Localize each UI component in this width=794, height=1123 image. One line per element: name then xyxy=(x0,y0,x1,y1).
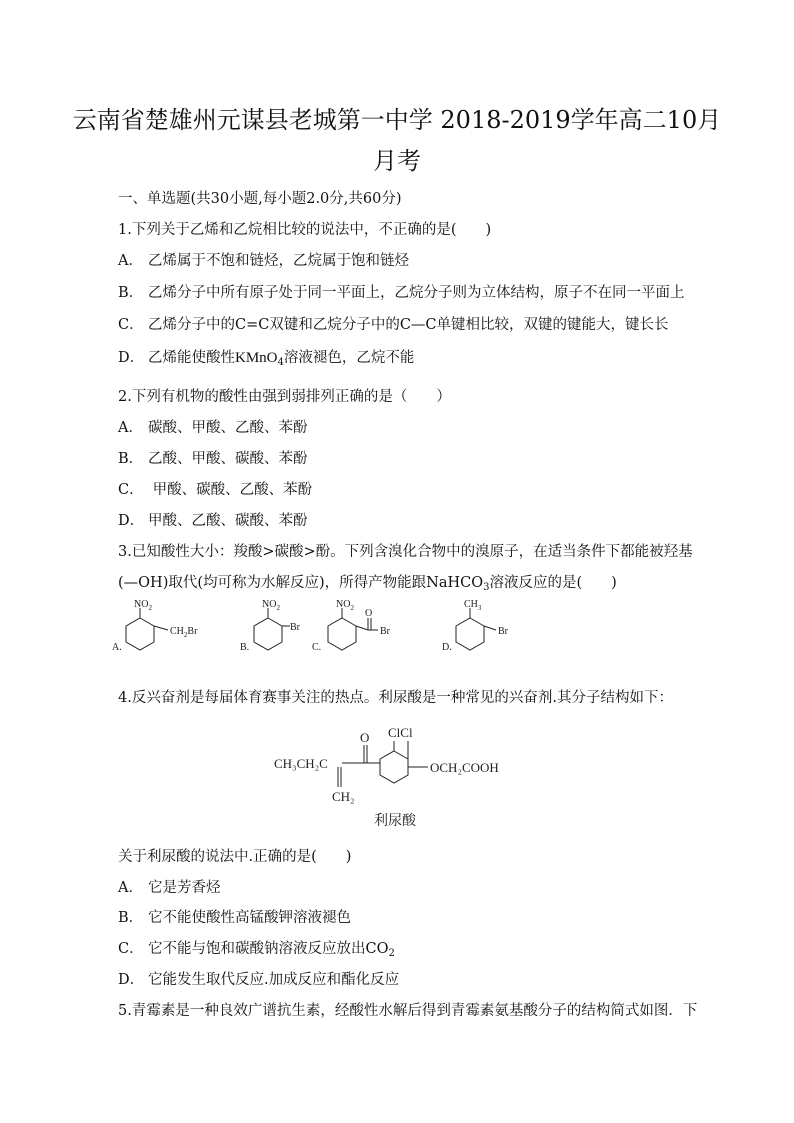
dichloro-label: ClCl xyxy=(388,725,413,740)
benzene-ring-c xyxy=(328,618,356,650)
q2-option-d xyxy=(118,509,308,530)
benzene-ring-b xyxy=(254,618,282,650)
formula-kmno4: KMnO xyxy=(235,350,278,366)
label-b: B. xyxy=(240,642,250,653)
subscript: 3 xyxy=(483,582,490,593)
label-br-c: Br xyxy=(380,626,390,637)
q4-option-c xyxy=(118,937,395,959)
label-br-b: Br xyxy=(290,622,300,633)
option-text: 碳酸、甲酸、乙酸、苯酚 xyxy=(148,420,308,436)
label-no2-b: $NO_2$ xyxy=(262,599,280,612)
q1-option-d xyxy=(118,346,414,368)
q5-stem: 5.青霉素是一种良效广谱抗生素，经酸性水解后得到青霉素氨基酸分子的结构简式如图．下 xyxy=(118,1003,698,1019)
option-text: 溶液褪色，乙烷不能 xyxy=(283,350,415,366)
option-text: 乙酸、甲酸、碳酸、苯酚 xyxy=(148,451,308,467)
option-text: 甲酸、乙酸、碳酸、苯酚 xyxy=(148,513,308,529)
option-text: 它不能与饱和碳酸钠溶液反应放出CO xyxy=(148,941,389,957)
label-no2-c: $NO_2$ xyxy=(336,599,354,612)
page-title-line1: 云南省楚雄州元谋县老城第一中学 2018-2019学年高二10月 xyxy=(72,106,722,134)
option-text: 乙烯属于不饱和链烃，乙烷属于饱和链烃 xyxy=(148,253,409,269)
option-label: D． xyxy=(118,350,145,366)
label-a: A. xyxy=(112,642,122,653)
option-text: 乙烯能使酸性 xyxy=(148,350,235,366)
q4-stem: 4.反兴奋剂是每届体育赛事关注的热点。利尿酸是一种常见的兴奋剂.其分子结构如下： xyxy=(118,690,673,706)
q2-stem: 2.下列有机物的酸性由强到弱排列正确的是（ ） xyxy=(118,389,451,405)
q3-structures-figure xyxy=(110,598,530,668)
cyclohexane-ring-d xyxy=(456,618,484,650)
q2-option-a xyxy=(118,416,308,437)
option-label: D． xyxy=(118,972,145,988)
benzene-ring xyxy=(380,751,408,783)
q2-option-c xyxy=(118,478,312,499)
left-chain-label: CH₃CH₂C xyxy=(274,756,328,771)
methylene-label: CH₂ xyxy=(332,789,355,804)
label-br-d: Br xyxy=(498,626,508,637)
option-label: B． xyxy=(118,451,144,467)
label-c: C. xyxy=(312,642,322,653)
benzene-ring-a xyxy=(126,618,154,650)
q4-option-d xyxy=(118,968,399,989)
q1-option-c xyxy=(118,313,669,334)
q4-ethacrynic-acid-structure xyxy=(270,715,530,830)
subscript: 4 xyxy=(277,357,284,368)
option-text: 甲酸、碳酸、乙酸、苯酚 xyxy=(148,482,313,498)
option-label: A． xyxy=(118,420,143,436)
label-ch2br: $CH_2Br$ xyxy=(170,626,198,639)
option-text: 它是芳香烃 xyxy=(148,880,221,896)
subscript: 2 xyxy=(388,948,395,959)
label-ch3: $CH_3$ xyxy=(464,599,482,612)
stem-text: 溶液反应的是( ) xyxy=(489,575,617,591)
option-label: D． xyxy=(118,513,145,529)
q4-option-b xyxy=(118,906,351,927)
q1-stem: 1.下列关于乙烯和乙烷相比较的说法中，不正确的是( ) xyxy=(118,222,492,238)
option-text: 乙烯分子中所有原子处于同一平面上，乙烷分子则为立体结构，原子不在同一平面上 xyxy=(148,285,685,301)
option-label: B． xyxy=(118,910,144,926)
option-label: A． xyxy=(118,880,143,896)
page-title-line2: 月考 xyxy=(373,147,421,175)
structure-caption: 利尿酸 xyxy=(374,813,416,829)
q1-option-b xyxy=(118,281,685,302)
q2-option-b xyxy=(118,447,308,468)
option-text: 它不能使酸性高锰酸钾溶液褪色 xyxy=(148,910,351,926)
option-text: 它能发生取代反应.加成反应和酯化反应 xyxy=(148,972,400,988)
q3-stem-line1: 3.已知酸性大小：羧酸>碳酸>酚。下列含溴化合物中的溴原子，在适当条件下都能被羟基 xyxy=(118,544,693,560)
stem-text: (—OH)取代(均可称为水解反应)，所得产物能跟NaHCO xyxy=(118,575,484,591)
option-label: C． xyxy=(118,482,144,498)
right-chain-label: OCH₂COOH xyxy=(430,760,499,775)
option-text: 乙烯分子中的C=C双键和乙烷分子中的C—C单键相比较，双键的键能大，键长长 xyxy=(148,317,669,333)
option-label: C． xyxy=(118,941,144,957)
label-d: D. xyxy=(442,642,452,653)
label-no2-a: $NO_2$ xyxy=(134,599,152,612)
q3-stem-line2 xyxy=(118,571,617,593)
q1-option-a xyxy=(118,249,409,270)
q4-option-a xyxy=(118,876,221,897)
q4-question: 关于利尿酸的说法中.正确的是( ) xyxy=(118,849,352,865)
label-o-c: O xyxy=(365,608,373,619)
carbonyl-o-label: O xyxy=(360,730,370,745)
option-label: A． xyxy=(118,253,143,269)
section-heading: 一、单选题(共30小题,每小题2.0分,共60分) xyxy=(118,191,402,207)
option-label: C． xyxy=(118,317,144,333)
option-label: B． xyxy=(118,285,144,301)
